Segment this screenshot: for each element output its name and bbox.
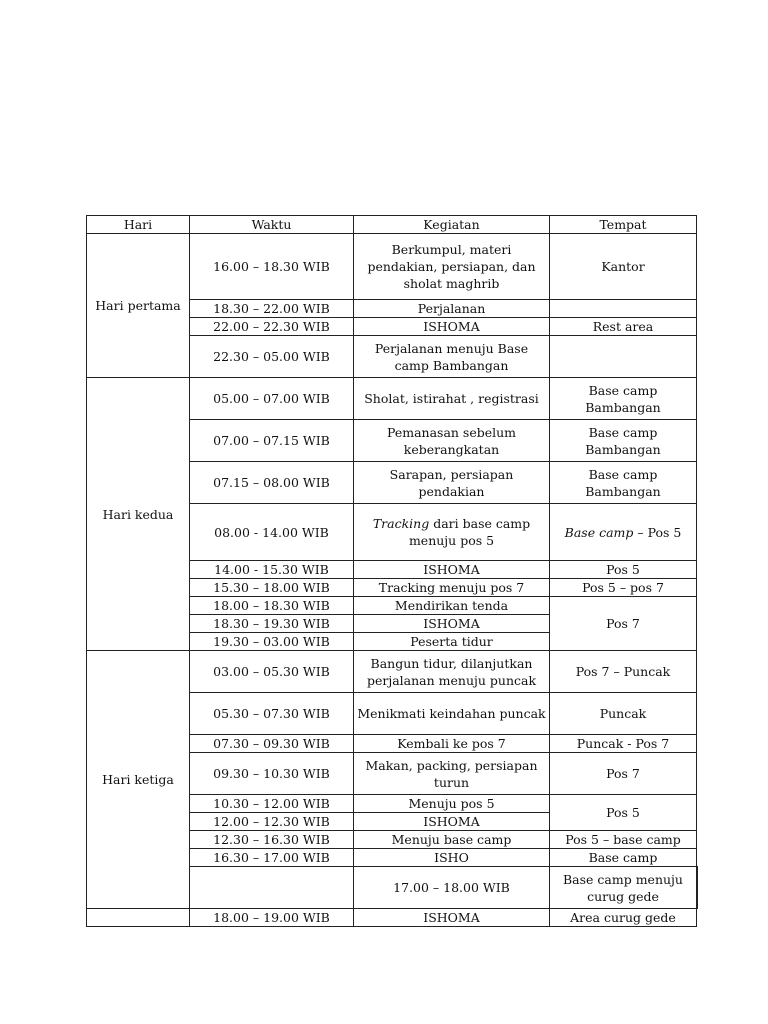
place-cell: Pos 7 — [550, 753, 697, 795]
time-cell: 18.00 – 18.30 WIB — [190, 597, 354, 615]
time-cell: 12.00 – 12.30 WIB — [190, 813, 354, 831]
header-waktu: Waktu — [190, 216, 354, 234]
activity-cell — [354, 504, 550, 561]
activity-cell: Tracking menuju pos 7 — [354, 579, 550, 597]
activity-cell: Makan, packing, persiapan turun — [354, 753, 550, 795]
day-cell-empty — [190, 867, 354, 909]
time-cell: 10.30 – 12.00 WIB — [190, 795, 354, 813]
time-cell: 12.30 – 16.30 WIB — [190, 831, 354, 849]
place-cell: Pos 5 — [550, 795, 697, 831]
place-cell: Pos 5 — [550, 561, 697, 579]
table-row — [87, 651, 698, 693]
schedule-table — [86, 215, 698, 927]
place-cell — [550, 300, 697, 318]
activity-cell: Perjalanan menuju Base camp Bambangan — [354, 336, 550, 378]
activity-cell: Berkumpul, materi pendakian, persiapan, dan sholat maghrib — [354, 234, 550, 300]
place-cell: Base camp Bambangan — [550, 462, 697, 504]
place-cell — [697, 867, 698, 909]
activity-cell: Menuju base camp — [354, 831, 550, 849]
activity-cell: ISHOMA — [354, 909, 550, 927]
place-cell: Pos 7 – Puncak — [550, 651, 697, 693]
header-row — [87, 216, 698, 234]
activity-cell: Peserta tidur — [354, 633, 550, 651]
time-cell: 03.00 – 05.30 WIB — [190, 651, 354, 693]
time-cell: 08.00 - 14.00 WIB — [190, 504, 354, 561]
time-cell: 17.00 – 18.00 WIB — [354, 867, 550, 909]
activity-cell: ISHOMA — [354, 813, 550, 831]
time-cell: 16.00 – 18.30 WIB — [190, 234, 354, 300]
table-row — [87, 378, 698, 420]
activity-cell: Perjalanan — [354, 300, 550, 318]
time-cell: 22.30 – 05.00 WIB — [190, 336, 354, 378]
time-cell: 22.00 – 22.30 WIB — [190, 318, 354, 336]
time-cell: 19.30 – 03.00 WIB — [190, 633, 354, 651]
activity-cell: Base camp menuju curug gede — [550, 867, 697, 909]
header-kegiatan: Kegiatan — [354, 216, 550, 234]
place-cell: Kantor — [550, 234, 697, 300]
header-hari: Hari — [87, 216, 190, 234]
place-cell: Area curug gede — [550, 909, 697, 927]
time-cell: 05.00 – 07.00 WIB — [190, 378, 354, 420]
day-label: Hari ketiga — [87, 651, 190, 909]
place-cell — [550, 504, 697, 561]
time-cell: 16.30 – 17.00 WIB — [190, 849, 354, 867]
activity-cell: Menikmati keindahan puncak — [354, 693, 550, 735]
activity-text: dari base camp menuju pos 5 — [408, 516, 531, 548]
table-row — [87, 909, 698, 927]
day-cell-empty — [87, 909, 190, 927]
time-cell: 18.30 – 22.00 WIB — [190, 300, 354, 318]
place-cell: Base camp Bambangan — [550, 378, 697, 420]
place-cell: Base camp Bambangan — [550, 420, 697, 462]
header-tempat: Tempat — [550, 216, 697, 234]
activity-cell: Bangun tidur, dilanjutkan perjalanan menuju puncak — [354, 651, 550, 693]
activity-cell: Sarapan, persiapan pendakian — [354, 462, 550, 504]
time-cell: 05.30 – 07.30 WIB — [190, 693, 354, 735]
activity-cell: Sholat, istirahat , registrasi — [354, 378, 550, 420]
activity-cell: ISHO — [354, 849, 550, 867]
activity-cell: Kembali ke pos 7 — [354, 735, 550, 753]
place-cell: Rest area — [550, 318, 697, 336]
activity-cell: ISHOMA — [354, 318, 550, 336]
time-cell: 18.00 – 19.00 WIB — [190, 909, 354, 927]
activity-cell: Pemanasan sebelum keberangkatan — [354, 420, 550, 462]
activity-cell: ISHOMA — [354, 561, 550, 579]
time-cell: 18.30 – 19.30 WIB — [190, 615, 354, 633]
place-cell: Pos 5 – base camp — [550, 831, 697, 849]
place-text: – Pos 5 — [633, 524, 682, 540]
place-cell: Puncak — [550, 693, 697, 735]
time-cell: 07.00 – 07.15 WIB — [190, 420, 354, 462]
place-cell — [550, 336, 697, 378]
place-cell: Pos 5 – pos 7 — [550, 579, 697, 597]
activity-cell: ISHOMA — [354, 615, 550, 633]
activity-emphasis: Tracking — [372, 516, 430, 531]
activity-cell: Menuju pos 5 — [354, 795, 550, 813]
time-cell: 07.30 – 09.30 WIB — [190, 735, 354, 753]
activity-cell: Mendirikan tenda — [354, 597, 550, 615]
table-row — [87, 234, 698, 300]
time-cell: 15.30 – 18.00 WIB — [190, 579, 354, 597]
time-cell: 07.15 – 08.00 WIB — [190, 462, 354, 504]
time-cell: 09.30 – 10.30 WIB — [190, 753, 354, 795]
place-cell: Pos 7 — [550, 597, 697, 651]
time-cell: 14.00 - 15.30 WIB — [190, 561, 354, 579]
place-emphasis: Base camp — [564, 524, 634, 540]
place-cell: Base camp — [550, 849, 697, 867]
day-label: Hari kedua — [87, 378, 190, 651]
place-cell: Puncak - Pos 7 — [550, 735, 697, 753]
day-label: Hari pertama — [87, 234, 190, 378]
